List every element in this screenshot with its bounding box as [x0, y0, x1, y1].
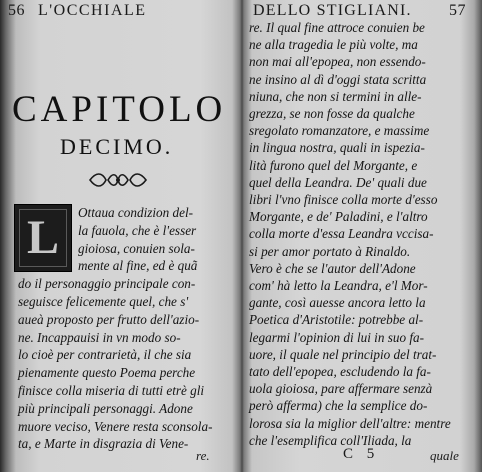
text-line: Ottaua condizion del- [78, 205, 194, 220]
text-line: ne insino al dì d'oggi stata scritta [249, 71, 427, 87]
chapter-title: CAPITOLO [12, 89, 227, 130]
left-page [0, 0, 240, 472]
text-line: Vero è che se l'autor dell'Adone [249, 260, 416, 276]
right-running-title: DELLO STIGLIANI. [253, 2, 412, 19]
text-line: finisce colla miseria di tutti etrè gli [18, 383, 205, 398]
decorated-initial [14, 204, 72, 272]
text-line: colla morte d'essa Leandra vccisa- [249, 226, 434, 242]
text-line: seguisce felicemente quel, che s' [18, 294, 189, 309]
text-line: uola gioiosa, pare affermare senzà [249, 381, 433, 397]
text-line: legarmi l'opinion di lui in suo fa- [249, 329, 424, 345]
text-line: niuna, che non si termini in alle- [249, 88, 422, 104]
text-line: però afferma) che la semplice do- [249, 398, 428, 414]
text-line: più principali personaggi. Adone [18, 400, 193, 416]
text-line: ne. Incappauisi in vn modo so- [18, 329, 181, 345]
right-page [243, 0, 482, 472]
text-line: com' hà letto la Leandra, e'l Mor- [249, 278, 428, 293]
chapter-number: DECIMO. [60, 134, 174, 159]
signature-letter: C [343, 446, 354, 462]
text-line: si per amor portato à Rinaldo. [249, 243, 411, 259]
text-line: Poetica d'Aristotile: potrebbe al- [249, 312, 424, 328]
fleuron-ornament-icon [88, 170, 148, 190]
text-line: gante, così auesse ancora letto la [249, 295, 426, 311]
text-line: gioiosa, conuien sola- [78, 240, 195, 256]
right-page-number: 57 [449, 2, 466, 19]
text-line: pienamente questo Poema perche [18, 365, 196, 381]
text-line: lorosa sia la miglior dell'altre: mentre [249, 415, 451, 431]
text-line: Morgante, e de' Paladini, e l'altro [249, 209, 428, 225]
text-line: uore, il quale nel principio del trat- [249, 346, 437, 362]
text-line: mente al fine, ed è quã [78, 258, 198, 274]
text-line: ta, e Marte in disgrazia di Vene- [18, 436, 189, 452]
signature-number: 5 [366, 446, 375, 462]
left-page-number: 56 [8, 2, 25, 19]
text-line: lità furono quel del Morgante, e [249, 157, 418, 173]
right-catchword: quale [430, 448, 459, 463]
initial-letter: L [26, 211, 59, 264]
text-line: aueà proposto per frutto dell'azio- [18, 311, 200, 327]
text-line: che l'esemplifica coll'Iliada, la [249, 432, 412, 448]
text-line: in lingua nostra, quali in ispezia- [249, 140, 425, 156]
text-line: grezza, se non fosse da qualche [249, 106, 415, 121]
signature-mark [343, 446, 374, 463]
text-line: tato dell'epopea, escludendo la fa- [249, 364, 431, 379]
text-line: non mai all'epopea, non essendo- [249, 54, 426, 70]
text-line: lo cioè per contrarietà, il che sia [18, 347, 192, 363]
left-running-head [8, 2, 238, 24]
text-line: libri l'vno finisce colla morte d'esso [249, 192, 438, 207]
text-line: do il personaggio principale con- [18, 276, 196, 292]
text-line: muore veciso, Venere resta sconsola- [18, 418, 213, 434]
text-line: ne alla tragedia le più volte, ma [249, 37, 418, 53]
text-line: quel della Leandra. De' quali due [249, 174, 427, 190]
text-line: sregolato romanzatore, e massime [249, 123, 430, 139]
left-catchword: re. [196, 448, 210, 463]
left-running-title: L'OCCHIALE [38, 2, 147, 19]
text-line: re. Il qual fine attroce conuien be [249, 20, 425, 35]
text-line: la fauola, che è l'esser [78, 222, 197, 238]
